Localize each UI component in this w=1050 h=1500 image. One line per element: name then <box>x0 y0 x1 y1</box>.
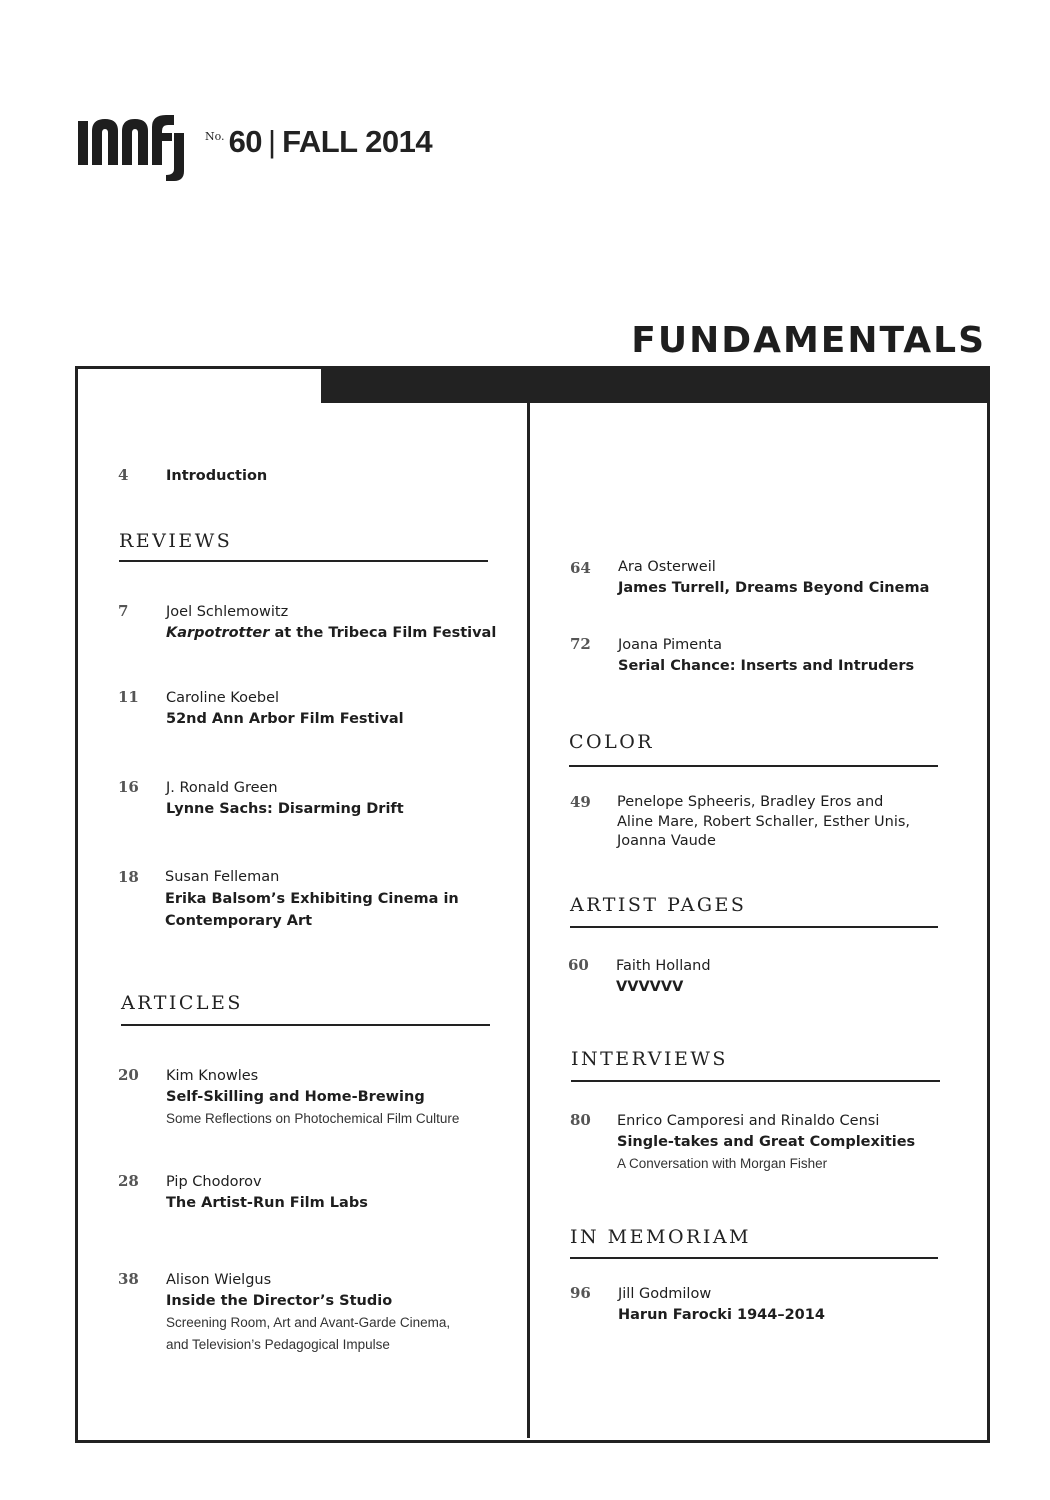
page-number: 60 <box>568 956 589 974</box>
entry-author: Enrico Camporesi and Rinaldo Censi <box>617 1113 880 1129</box>
page-number: 64 <box>570 559 591 577</box>
section-heading: IN MEMORIAM <box>570 1226 752 1248</box>
header-bar <box>321 366 987 403</box>
entry-title: VVVVVV <box>616 979 684 995</box>
column-divider <box>527 403 530 1438</box>
entry-author: Kim Knowles <box>166 1068 259 1084</box>
page-number: 7 <box>118 602 129 620</box>
section-rule <box>570 1257 938 1259</box>
entry-title: Introduction <box>166 468 268 484</box>
section-title: FUNDAMENTALS <box>631 320 986 361</box>
section-heading: INTERVIEWS <box>571 1048 728 1070</box>
section-rule <box>569 765 938 767</box>
issue-number: 60 <box>228 124 263 159</box>
section-artist-pages <box>570 894 746 916</box>
issue-line <box>205 124 432 160</box>
mfj-logo <box>78 113 188 183</box>
page-number: 28 <box>118 1172 139 1190</box>
issue-no-label: No. <box>205 130 225 143</box>
section-rule <box>571 1080 940 1082</box>
page-number: 38 <box>118 1270 139 1288</box>
section-rule <box>121 1024 490 1026</box>
entry-subtitle: Screening Room, Art and Avant-Garde Cinema, <box>166 1315 451 1330</box>
page-number: 18 <box>118 868 139 886</box>
page-number: 16 <box>118 778 139 796</box>
entry-title: Harun Farocki 1944–2014 <box>618 1307 825 1323</box>
entry-subtitle: A Conversation with Morgan Fisher <box>617 1156 828 1171</box>
page-number: 72 <box>570 635 591 653</box>
entry-title: Self-Skilling and Home-Brewing <box>166 1089 425 1105</box>
entry-author: Jill Godmilow <box>618 1286 712 1302</box>
entry-title: The Artist-Run Film Labs <box>166 1195 368 1211</box>
entry-subtitle-line2: and Television’s Pedagogical Impulse <box>166 1337 390 1352</box>
page-number: 49 <box>570 793 591 811</box>
entry-author: J. Ronald Green <box>166 780 278 796</box>
section-rule <box>570 926 938 928</box>
section-heading: COLOR <box>569 731 655 753</box>
entry-title: Single-takes and Great Complexities <box>617 1134 916 1150</box>
entry-title: James Turrell, Dreams Beyond Cinema <box>618 580 930 596</box>
entry-author: Pip Chodorov <box>166 1174 262 1190</box>
entry-author-line2: Aline Mare, Robert Schaller, Esther Unis, <box>617 813 911 830</box>
section-heading: REVIEWS <box>119 530 233 552</box>
section-rule <box>119 560 488 562</box>
entry-title: 52nd Ann Arbor Film Festival <box>166 711 404 727</box>
section-articles <box>121 992 243 1014</box>
entry-author: Joana Pimenta <box>618 637 722 653</box>
section-interviews <box>571 1048 728 1070</box>
entry-title: Serial Chance: Inserts and Intruders <box>618 658 915 674</box>
issue-separator: | <box>268 124 277 159</box>
entry-title-italic: Karpotrotter <box>166 625 270 641</box>
page-number: 20 <box>118 1066 139 1084</box>
entry-author: Ara Osterweil <box>618 559 716 575</box>
entry-author: Susan Felleman <box>165 869 280 885</box>
entry-author-line3: Joanna Vaude <box>617 833 716 849</box>
entry-title-line2: Contemporary Art <box>165 913 313 929</box>
section-heading: ARTICLES <box>121 992 243 1014</box>
entry-author: Penelope Spheeris, Bradley Eros and <box>617 794 884 810</box>
section-reviews <box>119 530 232 552</box>
section-color <box>569 731 654 753</box>
page-number: 4 <box>118 466 129 484</box>
entry-author: Caroline Koebel <box>166 690 280 706</box>
page-number: 11 <box>118 688 139 706</box>
entry-title <box>166 623 506 644</box>
entry-title: Inside the Director’s Studio <box>166 1293 393 1309</box>
section-heading: ARTIST PAGES <box>570 894 747 916</box>
section-in-memoriam <box>570 1226 751 1248</box>
page-number: 96 <box>570 1284 591 1302</box>
entry-subtitle: Some Reflections on Photochemical Film Culture <box>166 1111 460 1126</box>
page-number: 80 <box>570 1111 591 1129</box>
entry-author: Alison Wielgus <box>166 1272 272 1288</box>
entry-title-rest: at the Tribeca Film Festival <box>269 625 497 641</box>
entry-title: Lynne Sachs: Disarming Drift <box>166 801 404 817</box>
entry-author: Faith Holland <box>616 958 711 974</box>
entry-title: Erika Balsom’s Exhibiting Cinema in <box>165 891 459 907</box>
issue-season: FALL 2014 <box>282 124 433 159</box>
entry-author: Joel Schlemowitz <box>166 604 289 620</box>
